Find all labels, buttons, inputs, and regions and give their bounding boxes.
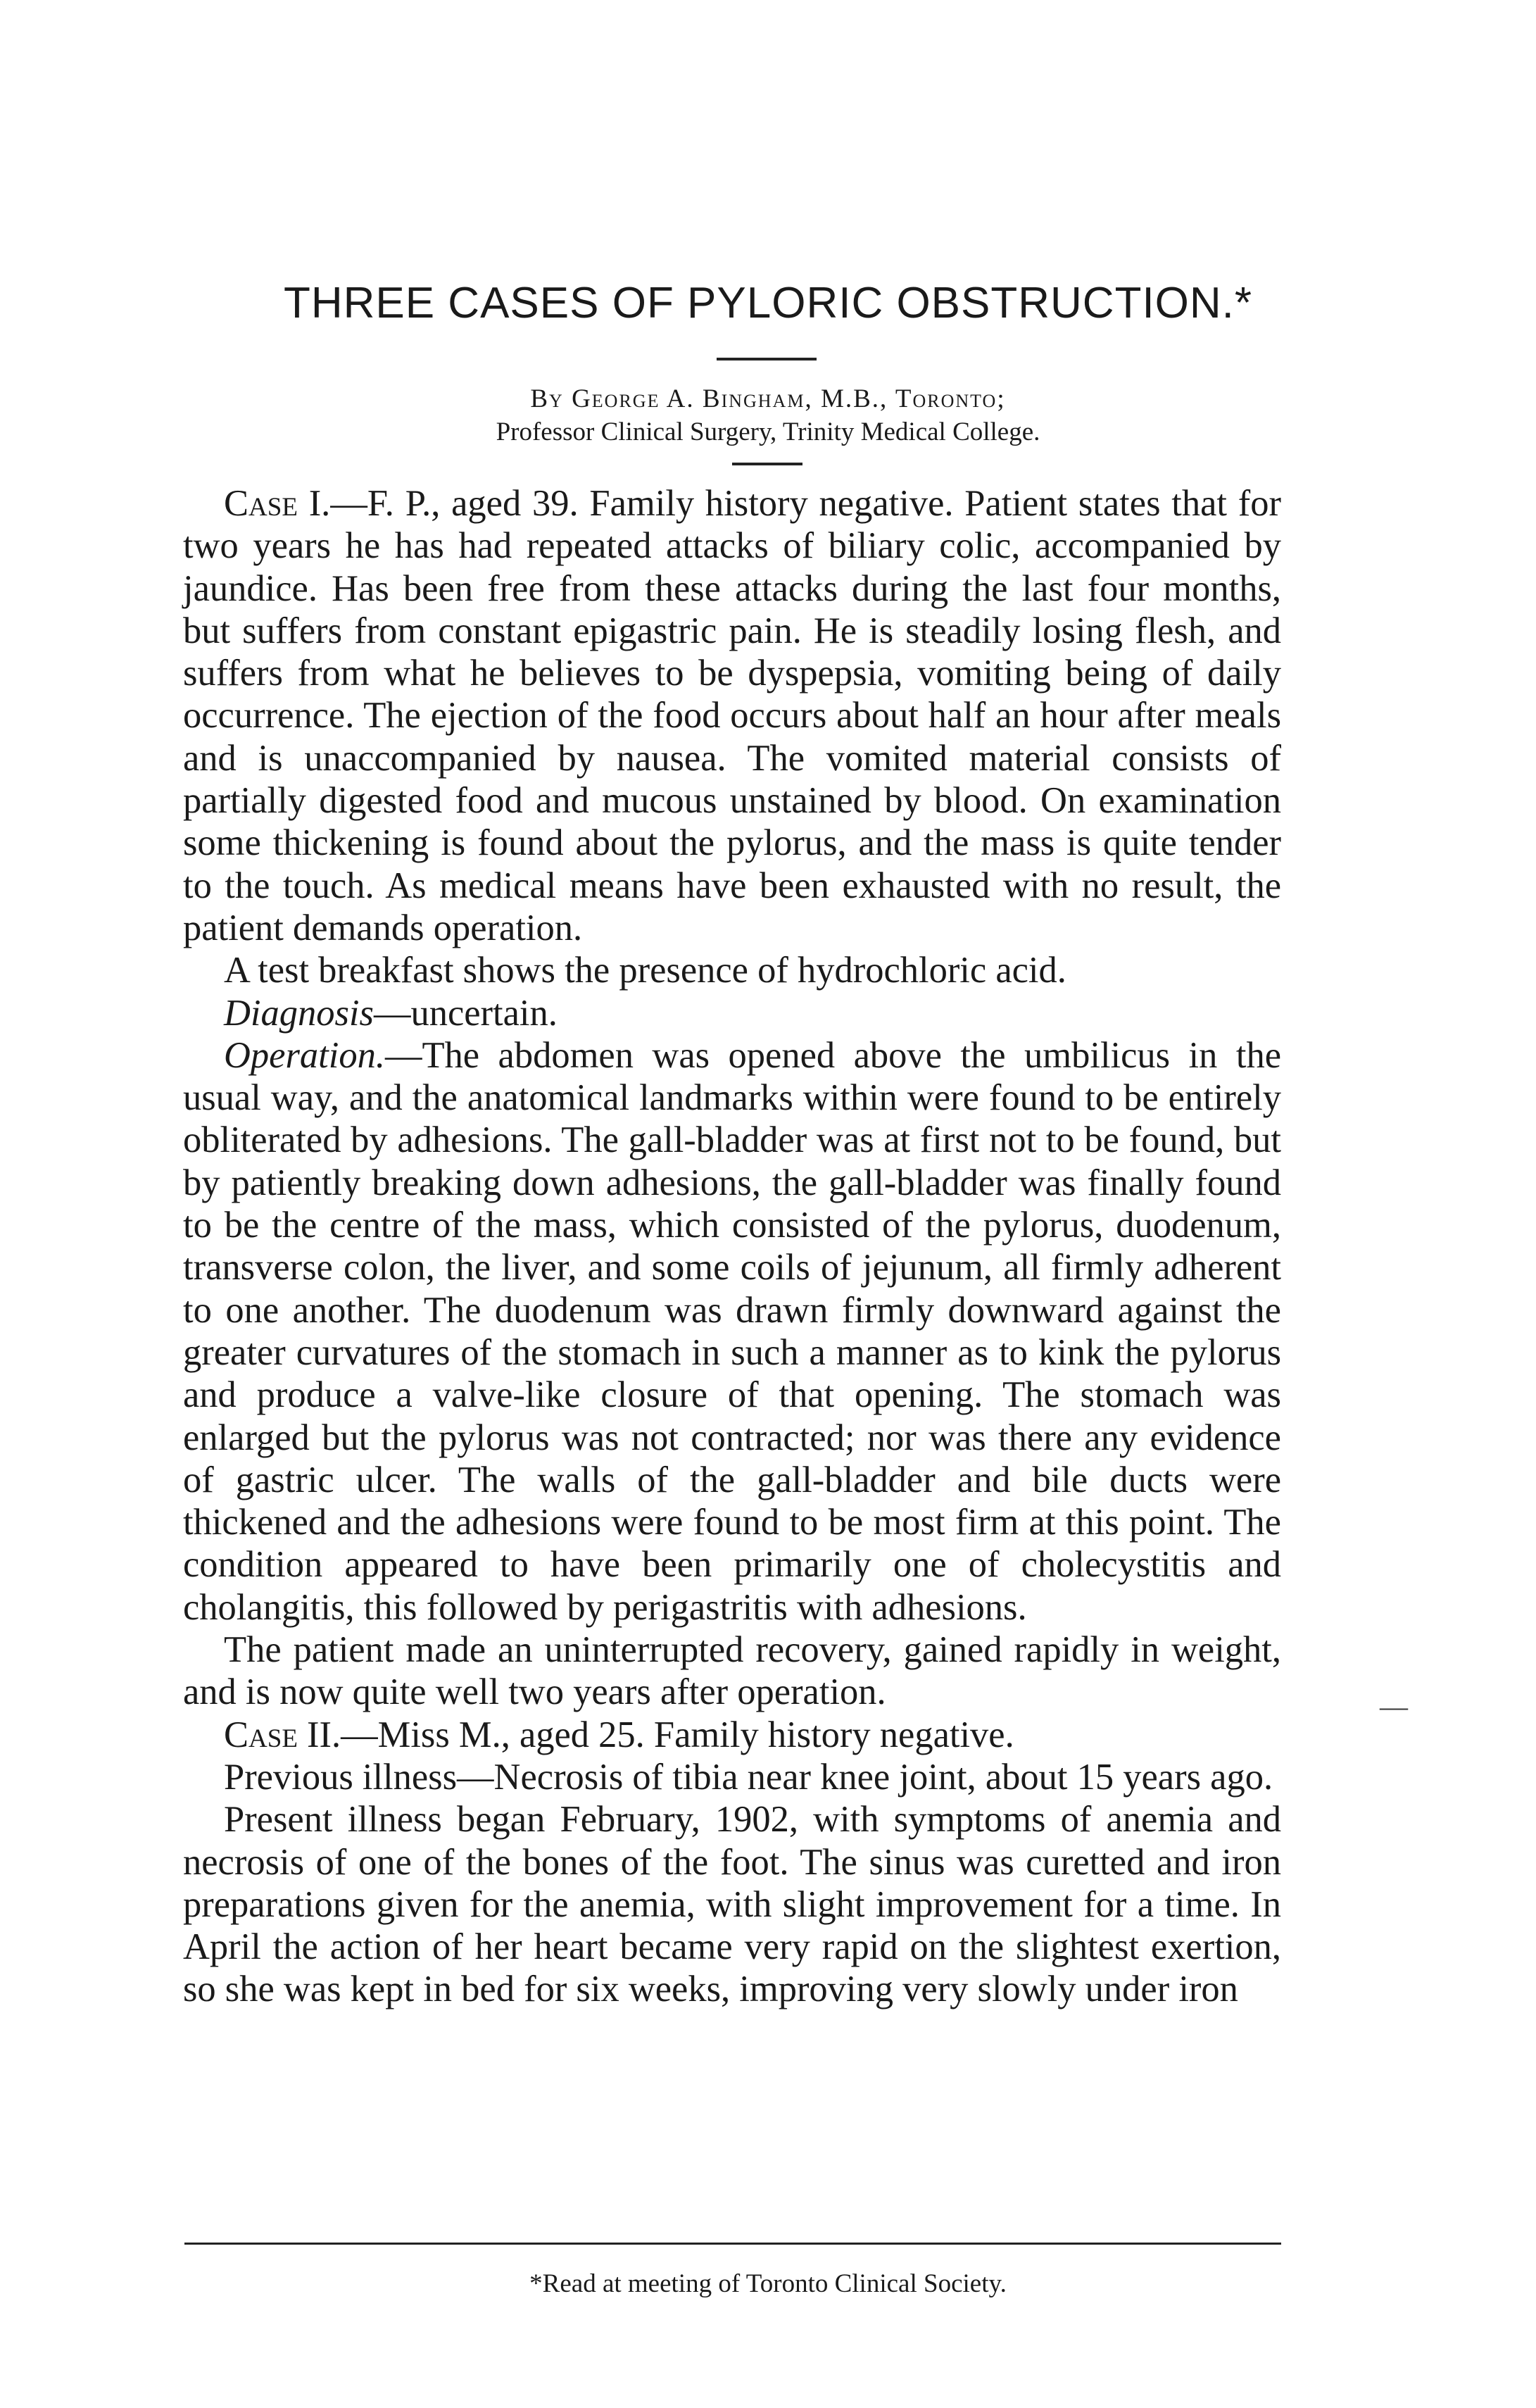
margin-dash-mark: — <box>1380 1691 1408 1722</box>
diagnosis-text: —uncertain. <box>373 992 558 1034</box>
article-body <box>183 482 1281 2011</box>
title-rule <box>717 358 817 360</box>
author-byline: By George A. Bingham, M.B., Toronto; <box>530 384 1006 413</box>
case-2-text: —Miss M., aged 25. Family history negative. <box>341 1714 1014 1755</box>
author-affiliation: Professor Clinical Surgery, Trinity Medical College. <box>496 418 1040 446</box>
footnote: *Read at meeting of Toronto Clinical Society. <box>529 2269 1007 2298</box>
diagnosis-label: Diagnosis <box>224 992 374 1034</box>
paragraph-diagnosis <box>183 992 1281 1034</box>
paragraph-case-2 <box>183 1714 1281 1756</box>
paragraph-recovery: The patient made an uninterrupted recovery, gained rapidly in weight, and is now quite well two years after operation. <box>183 1629 1281 1713</box>
paragraph-present-illness: Present illness began February, 1902, with symptoms of anemia and necrosis of one of the bones of the foot. The sinus was curetted and iron preparations given for the anemia, with slight improvement for a time. In April the action of her heart became very rapid on the slightest exertion, so she was kept in bed for six weeks, improving very slowly under iron <box>183 1799 1281 2010</box>
article-title: THREE CASES OF PYLORIC OBSTRUCTION.* <box>283 279 1253 327</box>
operation-text: —The abdomen was opened above the umbilicus in the usual way, and the anatomical landmarks within were found to be entirely obliterated by adhesions. The gall-bladder was at first not to be found, but by patiently breaking down adhesions, the gall-bladder was finally found to be the centre of the mass, which consisted of the pylorus, duodenum, transverse colon, the liver, and some coils of jejunum, all firmly adherent to one another. The duodenum was drawn firmly downward against the greater curvatures of the stomach in such a manner as to kink the pylorus and produce a valve-like closure of that opening. The stomach was enlarged but the pylorus was not contracted; nor was there any evidence of gastric ulcer. The walls of the gall-bladder and bile ducts were thickened and the adhesions were found to be most firm at this point. The condition appeared to have been primarily one of cholecystitis and cholangitis, this followed by perigastritis with adhesions. <box>183 1034 1281 1628</box>
paragraph-previous-illness: Previous illness—Necrosis of tibia near knee joint, about 15 years ago. <box>224 1756 1273 1798</box>
paragraph-operation <box>183 1034 1281 1629</box>
paragraph-test-breakfast: A test breakfast shows the presence of hydrochloric acid. <box>224 950 1066 991</box>
byline-rule <box>732 463 802 465</box>
case-1-text: —F. P., aged 39. Family history negative. Patient states that for two years he has had repeated attacks of biliary colic, accompanied by jaundice. Has been free from these attacks during the last four months, but suffers from constant epigastric pain. He is steadily losing flesh, and suffers from what he believes to be dyspepsia, vomiting being of daily occurrence. The ejection of the food occurs about half an hour after meals and is unaccompanied by nausea. The vomited material consists of partially digested food and mucous unstained by blood. On examination some thickening is found about the pylorus, and the mass is quite tender to the touch. As medical means have been exhausted with no result, the patient demands operation. <box>183 483 1281 948</box>
paragraph-case-1 <box>183 482 1281 949</box>
case-2-label: Case II. <box>224 1714 341 1755</box>
operation-label: Operation. <box>224 1034 385 1076</box>
footnote-rule <box>184 2243 1281 2245</box>
case-1-label: Case I. <box>224 483 331 524</box>
